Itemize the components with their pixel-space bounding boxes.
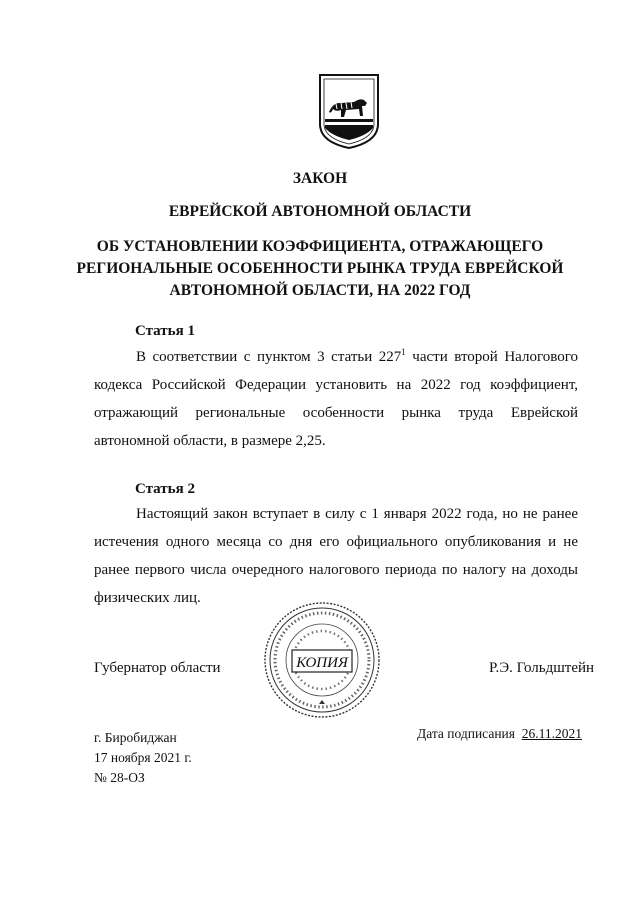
stamp-label: КОПИЯ xyxy=(296,655,348,671)
region-title: ЕВРЕЙСКОЙ АВТОНОМНОЙ ОБЛАСТИ xyxy=(168,203,472,220)
article-1-text-part: части второй Налогового кодекса Российской Федерации установить на 2022 год коэффициент, отражающий региональные особенности рынка труда Еврейской автономной области, в размере 2,25. xyxy=(94,349,578,449)
law-subtitle xyxy=(0,236,640,302)
document-title: ЗАКОН xyxy=(292,170,348,187)
article-1-heading: Статья 1 xyxy=(135,323,195,339)
article-1-text-part: В соответствии с пунктом 3 статьи 227 xyxy=(136,349,402,365)
signing-date-label: Дата подписания xyxy=(417,726,515,741)
coat-of-arms-emblem xyxy=(316,72,382,150)
footer-city: г. Биробиджан xyxy=(94,730,177,745)
signing-date-value: 26.11.2021 xyxy=(521,726,582,741)
footer-place-info xyxy=(94,728,192,788)
article-1-text xyxy=(94,343,578,455)
signature-position: Губернатор области xyxy=(94,660,221,676)
subtitle-line: АВТОНОМНОЙ ОБЛАСТИ, НА 2022 ГОД xyxy=(169,282,471,299)
article-2-text: Настоящий закон вступает в силу с 1 января 2022 года, но не ранее истечения одного месяца со дня его официального опубликования и не ранее первого числа очередного налогового периода по налогу на доходы физических лиц. xyxy=(94,506,578,606)
footer-date: 17 ноября 2021 г. xyxy=(94,750,192,765)
signing-date-line xyxy=(417,724,582,744)
signature-name: Р.Э. Гольдштейн xyxy=(489,660,595,676)
subtitle-line: ОБ УСТАНОВЛЕНИИ КОЭФФИЦИЕНТА, ОТРАЖАЮЩЕГО xyxy=(96,238,544,255)
subtitle-line: РЕГИОНАЛЬНЫЕ ОСОБЕННОСТИ РЫНКА ТРУДА ЕВРЕЙСКОЙ xyxy=(76,260,564,277)
stamp-seal-graphic xyxy=(262,600,382,720)
article-2-heading: Статья 2 xyxy=(135,481,195,497)
superscript: 1 xyxy=(401,347,406,357)
official-stamp xyxy=(262,600,382,720)
footer-number: № 28-ОЗ xyxy=(94,770,145,785)
